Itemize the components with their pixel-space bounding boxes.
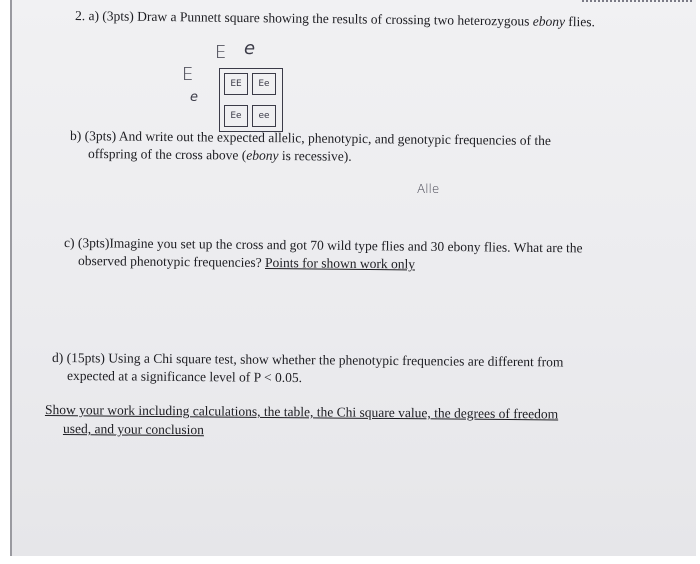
question-2c-line2-text: observed phenotypic frequencies?: [77, 253, 266, 270]
question-2d-line2: expected at a significance level of P < 0.05.: [66, 368, 303, 386]
question-2b-line1: b) (3pts) And write out the expected allelic, phenotypic, and genotypic frequencies of the: [69, 128, 552, 149]
question-2c-underlined: Points for shown work only: [264, 254, 416, 272]
punnett-cell: ee: [252, 105, 276, 127]
question-2d-instruction-line2: used, and your conclusion: [62, 421, 205, 438]
question-2b-line2-text: offspring of the cross above (: [87, 146, 247, 163]
question-2d-instruction-line1: Show your work including calculations, the table, the Chi square value, the degrees of freedom: [44, 402, 559, 422]
question-2d-line1: d) (15pts) Using a Chi square test, show whether the phenotypic frequencies are different from: [51, 350, 564, 370]
question-2a: [75, 8, 595, 30]
question-2a-italic: ebony: [532, 13, 566, 29]
question-2b-italic: ebony: [246, 147, 279, 163]
question-2c-line2: [78, 253, 415, 273]
punnett-cell: EE: [224, 73, 248, 95]
punnett-square: [219, 68, 283, 132]
punnett-col-header-2: e: [244, 38, 256, 59]
question-2b-line2: [88, 146, 352, 165]
punnett-row-header-1: E: [182, 64, 194, 85]
worksheet-page: [10, 0, 696, 556]
question-2b-line2-suffix: is recessive).: [278, 147, 352, 164]
punnett-cell: Ee: [252, 73, 276, 95]
punnett-col-header-1: E: [215, 42, 227, 63]
question-2a-suffix: flies.: [564, 13, 596, 30]
punnett-row-header-2: e: [190, 90, 198, 105]
handwritten-answer-2b: Alle: [417, 182, 440, 196]
question-2a-text: 2. a) (3pts) Draw a Punnett square showing the results of crossing two heterozygous: [74, 8, 533, 29]
question-2c-line1: c) (3pts)Imagine you set up the cross and got 70 wild type flies and 30 ebony flies. What are the: [63, 235, 583, 256]
punnett-cell: Ee: [224, 105, 248, 127]
cut-off-text-top: [582, 0, 692, 8]
